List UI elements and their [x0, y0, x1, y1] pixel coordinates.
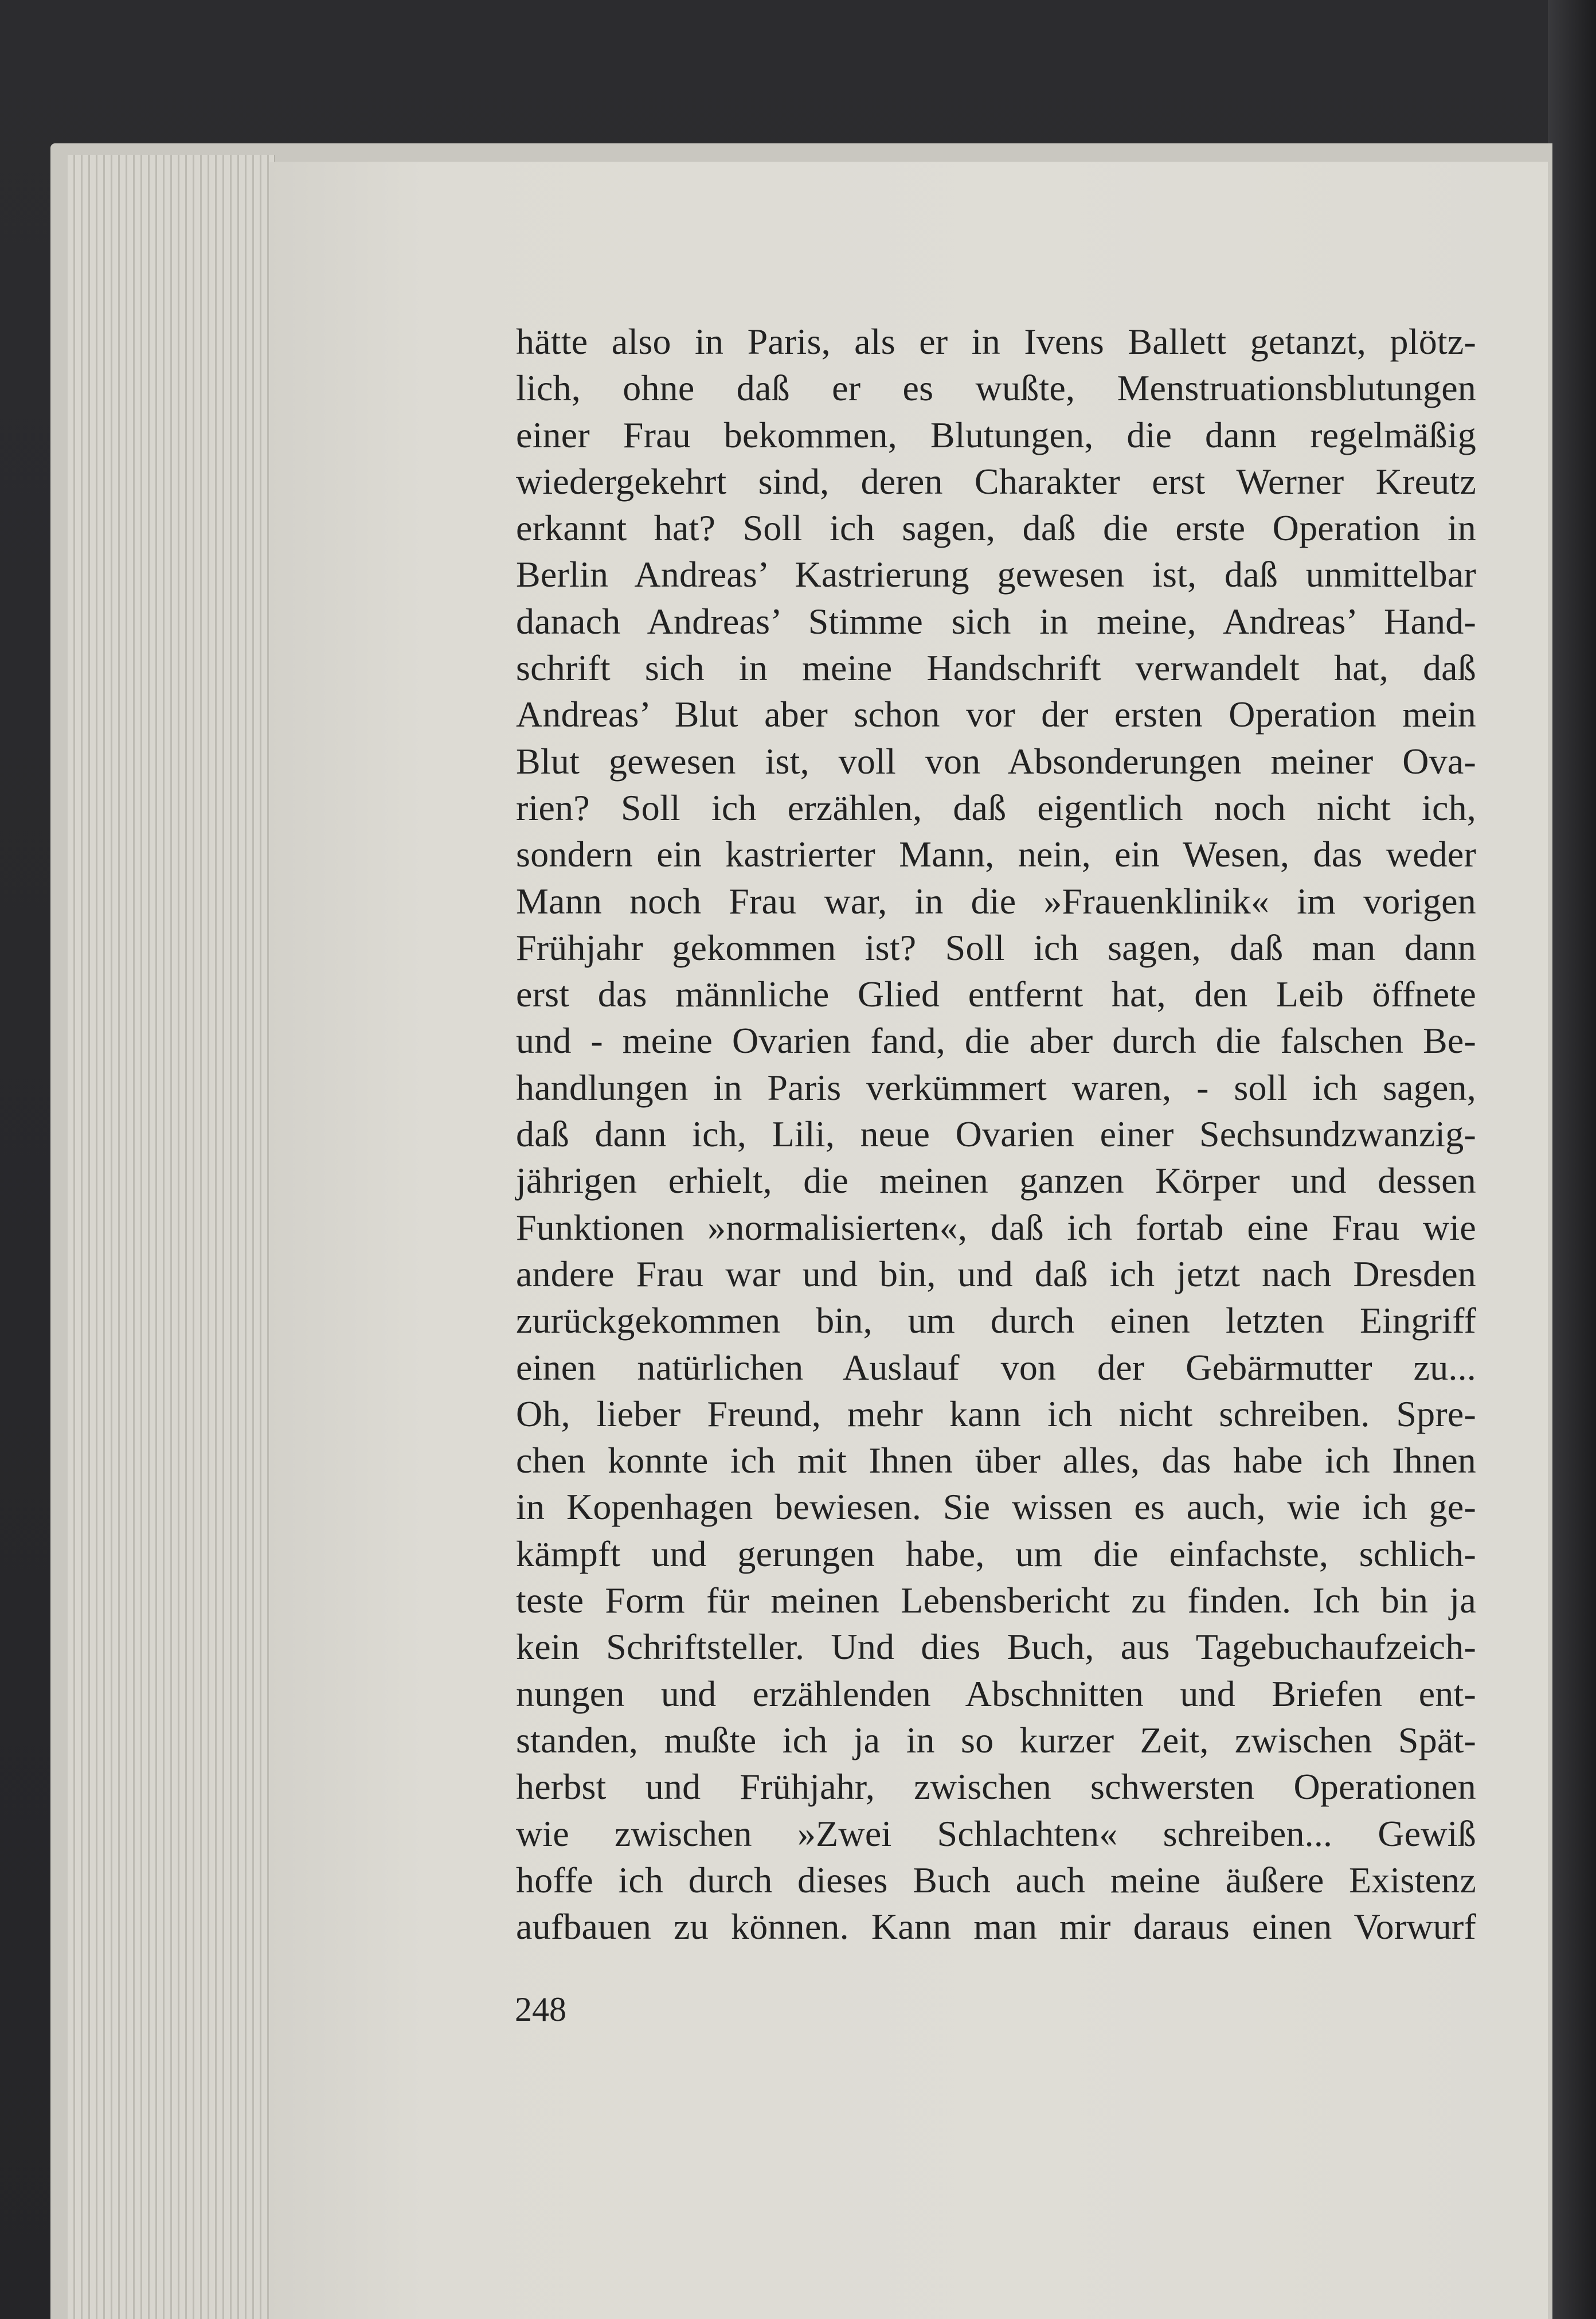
text-line: sondern ein kastrierter Mann, nein, ein Wesen, das weder	[516, 834, 1476, 875]
text-line: wie zwischen »Zwei Schlachten« schreiben... Gewiß	[516, 1813, 1476, 1854]
text-line: daß dann ich, Lili, neue Ovarien einer Sechsundzwanzig-	[516, 1114, 1476, 1155]
text-line: erst das männliche Glied entfernt hat, den Leib öffnete	[516, 974, 1476, 1015]
text-line: einen natürlichen Auslauf von der Gebärmutter zu...	[516, 1346, 1476, 1388]
text-line: Andreas’ Blut aber schon vor der ersten Operation mein	[516, 694, 1476, 735]
text-line: Frühjahr gekommen ist? Soll ich sagen, daß man dann	[516, 927, 1476, 968]
text-line: herbst und Frühjahr, zwischen schwersten Operationen	[516, 1766, 1476, 1807]
page-stack-edges	[68, 155, 275, 2319]
text-line: Funktionen »normalisierten«, daß ich fortab eine Frau wie	[516, 1207, 1476, 1248]
text-line: Berlin Andreas’ Kastrierung gewesen ist, daß unmittelbar	[516, 554, 1476, 595]
text-line: standen, mußte ich ja in so kurzer Zeit, zwischen Spät-	[516, 1719, 1476, 1760]
text-line: nungen und erzählenden Abschnitten und Briefen ent-	[516, 1673, 1476, 1714]
body-text	[516, 318, 1476, 1950]
text-line: einer Frau bekommen, Blutungen, die dann regelmäßig	[516, 414, 1476, 455]
text-line: schrift sich in meine Handschrift verwandelt hat, daß	[516, 647, 1476, 689]
text-line: wiedergekehrt sind, deren Charakter erst Werner Kreutz	[516, 460, 1476, 502]
text-line: und - meine Ovarien fand, die aber durch die falschen Be-	[516, 1020, 1476, 1061]
text-line: hoffe ich durch dieses Buch auch meine äußere Existenz	[516, 1859, 1476, 1900]
text-line: teste Form für meinen Lebensbericht zu finden. Ich bin ja	[516, 1580, 1476, 1621]
text-line: Blut gewesen ist, voll von Absonderungen meiner Ova-	[516, 740, 1476, 782]
text-line: kein Schriftsteller. Und dies Buch, aus Tagebuchaufzeich-	[516, 1626, 1476, 1668]
page-number: 248	[515, 1990, 566, 2028]
text-line: kämpft und gerungen habe, um die einfachste, schlich-	[516, 1533, 1476, 1574]
text-line: aufbauen zu können. Kann man mir daraus einen Vorwurf	[516, 1906, 1476, 1947]
text-line: danach Andreas’ Stimme sich in meine, Andreas’ Hand-	[516, 600, 1476, 642]
text-line: zurückgekommen bin, um durch einen letzten Eingriff	[516, 1300, 1476, 1341]
text-line: erkannt hat? Soll ich sagen, daß die erste Operation in	[516, 507, 1476, 549]
text-line: in Kopenhagen bewiesen. Sie wissen es auch, wie ich ge-	[516, 1486, 1476, 1528]
text-line: chen konnte ich mit Ihnen über alles, das habe ich Ihnen	[516, 1440, 1476, 1481]
text-line: andere Frau war und bin, und daß ich jetzt nach Dresden	[516, 1253, 1476, 1294]
text-line: jährigen erhielt, die meinen ganzen Körper und dessen	[516, 1160, 1476, 1201]
text-line: lich, ohne daß er es wußte, Menstruationsblutungen	[516, 368, 1476, 409]
text-line: rien? Soll ich erzählen, daß eigentlich noch nicht ich,	[516, 787, 1476, 828]
text-line: hätte also in Paris, als er in Ivens Ballett getanzt, plötz-	[516, 321, 1476, 362]
text-line: Oh, lieber Freund, mehr kann ich nicht schreiben. Spre-	[516, 1393, 1476, 1434]
scanner-frame-edge	[1548, 0, 1596, 2319]
text-line: Mann noch Frau war, in die »Frauenklinik« im vorigen	[516, 880, 1476, 922]
text-line: handlungen in Paris verkümmert waren, - soll ich sagen,	[516, 1067, 1476, 1108]
